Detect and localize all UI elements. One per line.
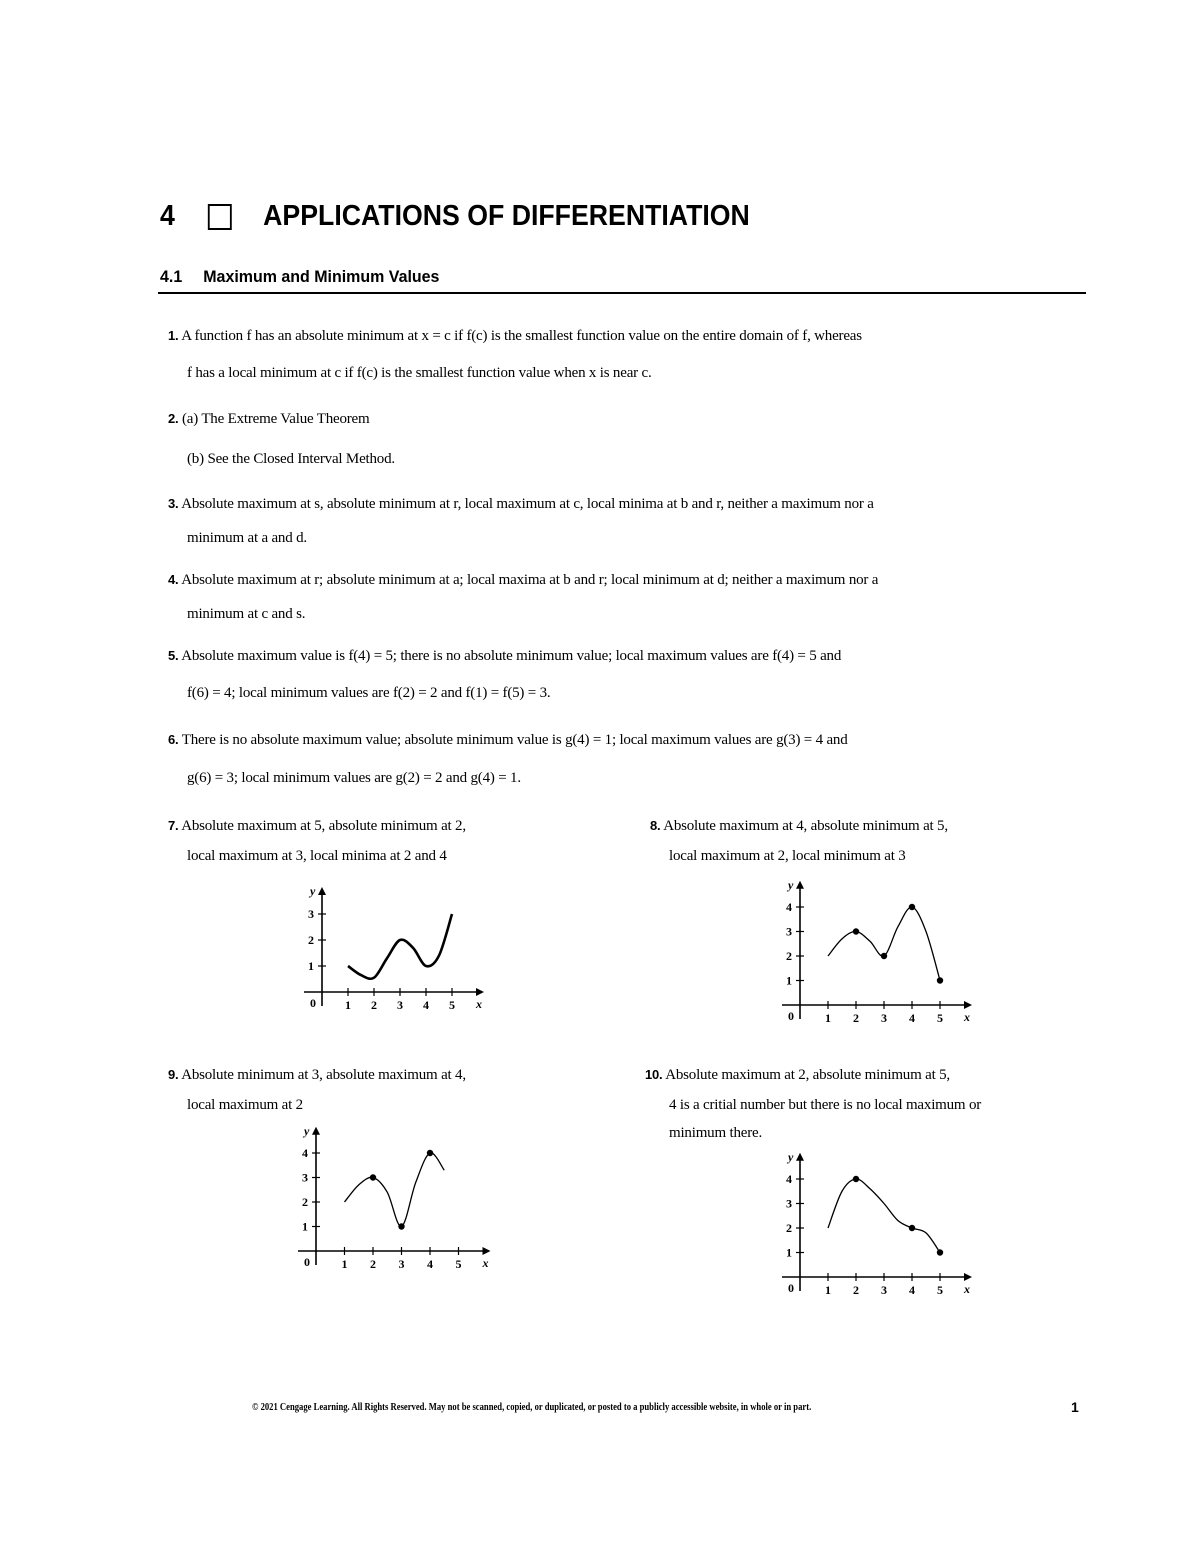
origin-label: 0: [310, 996, 316, 1010]
graph-point: [853, 1176, 859, 1182]
y-axis-arrow-icon: [796, 881, 804, 889]
x-tick-label: 2: [853, 1283, 859, 1297]
section-divider: [158, 292, 1086, 294]
item-7-line-2: local maximum at 3, local minima at 2 and 4: [187, 848, 447, 864]
x-axis-arrow-icon: [483, 1247, 491, 1255]
item-10-line-1: 10. Absolute maximum at 2, absolute minimum at 5,: [645, 1067, 950, 1083]
graph-point: [937, 977, 943, 983]
y-axis-label: y: [310, 884, 316, 898]
graph-8: [780, 876, 980, 1026]
item-1-line-1: 1. A function f has an absolute minimum at x = c if f(c) is the smallest function value on the entire domain of f, whereas: [168, 328, 862, 344]
x-axis-arrow-icon: [964, 1273, 972, 1281]
y-axis-arrow-icon: [312, 1127, 320, 1135]
item-8-line-2: local maximum at 2, local minimum at 3: [669, 848, 906, 864]
graph-point: [909, 904, 915, 910]
item-5-line-2: f(6) = 4; local minimum values are f(2) = 2 and f(1) = f(5) = 3.: [187, 685, 551, 701]
origin-label: 0: [788, 1281, 794, 1295]
x-tick-label: 2: [371, 998, 377, 1012]
graph-point: [427, 1150, 433, 1156]
graph-curve: [345, 1153, 445, 1227]
y-tick-label: 1: [786, 1245, 792, 1260]
x-axis-label: x: [964, 1010, 970, 1024]
y-tick-label: 1: [786, 973, 792, 988]
y-tick-label: 4: [786, 900, 792, 914]
chapter-name: APPLICATIONS OF DIFFERENTIATION: [263, 200, 750, 232]
x-axis-label: x: [964, 1282, 970, 1296]
graph-point: [853, 928, 859, 934]
copyright-footer: © 2021 Cengage Learning. All Rights Reserved. May not be scanned, copied, or duplicated, or posted to a publicly accessible website, in whole or in part.: [252, 1402, 812, 1413]
x-axis-label: x: [476, 997, 482, 1011]
graph-7: [300, 876, 500, 1016]
item-3-line-1: 3. Absolute maximum at s, absolute minimum at r, local maximum at c, local minima at b and r, neither a maximum nor a: [168, 496, 874, 512]
y-tick-label: 4: [786, 1172, 792, 1186]
page-number: 1: [1071, 1399, 1079, 1415]
x-tick-label: 4: [909, 1011, 915, 1025]
y-axis-arrow-icon: [318, 887, 326, 895]
item-8-line-1: 8. Absolute maximum at 4, absolute minimum at 5,: [650, 818, 948, 834]
item-9-line-2: local maximum at 2: [187, 1097, 303, 1113]
x-tick-label: 3: [881, 1283, 887, 1297]
y-axis-arrow-icon: [796, 1153, 804, 1161]
item-10-line-3: minimum there.: [669, 1125, 763, 1141]
x-tick-label: 3: [397, 998, 403, 1012]
x-tick-label: 4: [909, 1283, 915, 1297]
x-tick-label: 2: [370, 1257, 376, 1271]
item-5-line-1: 5. Absolute maximum value is f(4) = 5; there is no absolute minimum value; local maximum values are f(4) = 5 and: [168, 648, 842, 664]
y-axis-label: y: [788, 1149, 794, 1164]
y-tick-label: 2: [308, 933, 314, 947]
y-tick-label: 3: [786, 1196, 792, 1211]
x-tick-label: 5: [449, 998, 455, 1012]
graph-curve: [348, 914, 452, 979]
x-tick-label: 5: [937, 1283, 943, 1297]
item-4-line-1: 4. Absolute maximum at r; absolute minimum at a; local maxima at b and r; local minimum at d; neither a maximum nor a: [168, 572, 879, 588]
graph-point: [937, 1249, 943, 1255]
section-name: Maximum and Minimum Values: [203, 267, 440, 286]
graph-9: [296, 1122, 496, 1272]
x-axis-arrow-icon: [476, 988, 484, 996]
y-tick-label: 1: [308, 959, 314, 973]
x-axis-arrow-icon: [964, 1001, 972, 1009]
x-tick-label: 5: [937, 1011, 943, 1025]
item-10-line-2: 4 is a critial number but there is no local maximum or: [669, 1097, 982, 1113]
chapter-number: 4: [160, 200, 175, 232]
x-axis-label: x: [482, 1256, 489, 1270]
y-tick-label: 4: [302, 1146, 308, 1160]
y-tick-label: 2: [786, 1221, 792, 1235]
graph-point: [398, 1223, 404, 1229]
x-tick-label: 1: [341, 1257, 348, 1271]
y-tick-label: 3: [308, 907, 314, 921]
x-tick-label: 1: [825, 1283, 831, 1297]
graph-point: [909, 1225, 915, 1231]
item-4-line-2: minimum at c and s.: [187, 606, 306, 622]
y-tick-label: 3: [786, 924, 792, 939]
y-tick-label: 2: [786, 949, 792, 963]
x-tick-label: 4: [423, 998, 429, 1012]
item-6-line-1: 6. There is no absolute maximum value; absolute minimum value is g(4) = 1; local maximum values are g(3) = 4 and: [168, 732, 848, 748]
item-3-line-2: minimum at a and d.: [187, 530, 307, 546]
item-7-line-1: 7. Absolute maximum at 5, absolute minimum at 2,: [168, 818, 466, 834]
graph-point: [881, 953, 887, 959]
y-tick-label: 1: [302, 1219, 308, 1234]
x-tick-label: 1: [345, 998, 351, 1012]
item-9-line-1: 9. Absolute minimum at 3, absolute maximum at 4,: [168, 1067, 466, 1083]
item-1-line-2: f has a local minimum at c if f(c) is the smallest function value when x is near c.: [187, 365, 652, 381]
y-axis-label: y: [788, 877, 794, 892]
x-tick-label: 1: [825, 1011, 831, 1025]
square-icon: [208, 204, 232, 230]
origin-label: 0: [304, 1255, 310, 1269]
item-2-line-1: 2. (a) The Extreme Value Theorem: [168, 411, 370, 427]
x-tick-label: 3: [398, 1257, 405, 1271]
graph-curve: [828, 907, 940, 981]
item-6-line-2: g(6) = 3; local minimum values are g(2) = 2 and g(4) = 1.: [187, 770, 521, 786]
chapter-title: [160, 200, 750, 233]
y-tick-label: 3: [302, 1170, 308, 1185]
section-number: 4.1: [160, 267, 183, 286]
y-tick-label: 2: [302, 1195, 308, 1209]
x-tick-label: 2: [853, 1011, 859, 1025]
graph-curve: [828, 1179, 940, 1253]
x-tick-label: 3: [881, 1011, 887, 1025]
x-tick-label: 5: [455, 1257, 462, 1271]
origin-label: 0: [788, 1009, 794, 1023]
y-axis-label: y: [304, 1123, 310, 1138]
x-tick-label: 4: [427, 1257, 433, 1271]
section-title: [160, 267, 439, 287]
graph-point: [370, 1174, 376, 1180]
item-2-line-2: (b) See the Closed Interval Method.: [187, 451, 395, 467]
graph-10: [780, 1148, 980, 1298]
